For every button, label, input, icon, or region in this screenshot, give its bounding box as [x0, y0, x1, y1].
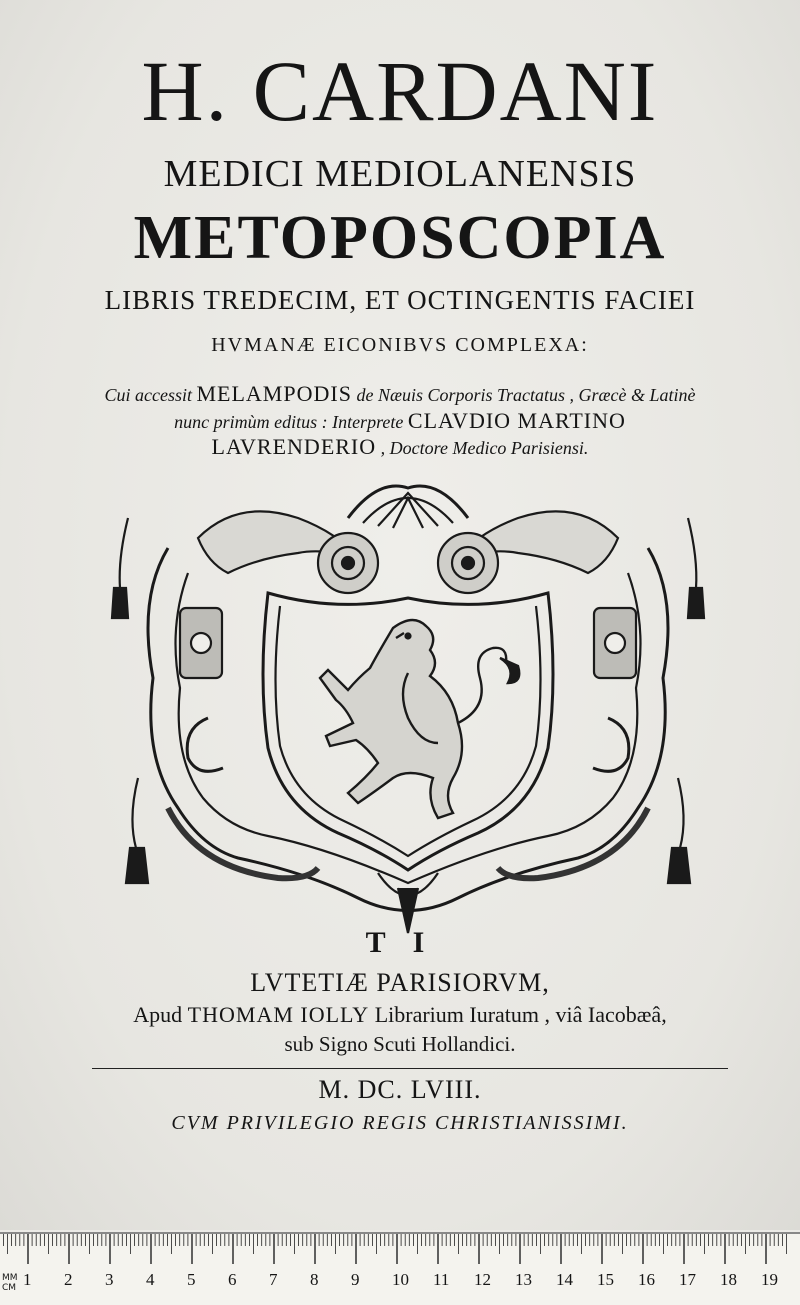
- imprint-sign: sub Signo Scuti Hollandici.: [284, 1032, 516, 1056]
- measuring-ruler: [0, 1232, 800, 1305]
- imprint-year: M. DC. LVIII.: [318, 1075, 482, 1104]
- imprint-publisher: [0, 1002, 800, 1028]
- ruler-number: 16: [638, 1270, 655, 1289]
- note-line-1: [0, 381, 800, 407]
- ruler-number: 4: [146, 1270, 155, 1289]
- description-line-1: LIBRIS TREDECIM, ET OCTINGENTIS FACIEI: [104, 285, 696, 315]
- privilege-line: CVM PRIVILEGIO REGIS CHRISTIANISSIMI.: [171, 1112, 629, 1134]
- ruler-number: 15: [597, 1270, 614, 1289]
- note-line-2: [0, 408, 800, 434]
- ruler-number: 8: [310, 1270, 319, 1289]
- note-line-3: [0, 434, 800, 460]
- ruler-number: 3: [105, 1270, 114, 1289]
- ruler-number: 18: [720, 1270, 737, 1289]
- note-line-3-a: LAVRENDERIO: [211, 434, 377, 459]
- ruler-unit-cm: CM: [2, 1283, 17, 1293]
- ruler-number: 17: [679, 1270, 696, 1289]
- note-line-1-a: Cui accessit: [104, 385, 197, 405]
- ruler-number: 5: [187, 1270, 196, 1289]
- book-title: METOPOSCOPIA: [133, 204, 667, 272]
- note-line-3-b: , Doctore Medico Parisiensi.: [376, 438, 589, 458]
- note-line-1-c: de Næuis Corporis Tractatus , Græcè & Latinè: [351, 385, 696, 405]
- ruler-number: 2: [64, 1270, 73, 1289]
- description-line-2: HVMANÆ EICONIBVS COMPLEXA:: [211, 334, 589, 356]
- imprint-place: LVTETIÆ PARISIORVM,: [250, 968, 550, 997]
- emblem-letters: T I: [365, 926, 435, 959]
- divider-rule: [92, 1068, 728, 1069]
- author-heading: H. CARDANI: [141, 43, 659, 139]
- ruler-unit-mm: MM: [2, 1273, 18, 1283]
- coat-of-arms-emblem: [108, 478, 708, 938]
- publisher-c: Librarium Iuratum , viâ Iacobæâ,: [369, 1002, 667, 1027]
- author-subtitle: MEDICI MEDIOLANENSIS: [163, 153, 637, 195]
- ruler-number: 6: [228, 1270, 237, 1289]
- publisher-a: Apud: [133, 1002, 188, 1027]
- ruler-number: 10: [392, 1270, 409, 1289]
- publisher-b: THOMAM IOLLY: [187, 1002, 370, 1027]
- ruler-number: 19: [761, 1270, 778, 1289]
- note-line-2-b: CLAVDIO MARTINO: [407, 408, 626, 433]
- note-line-1-b: MELAMPODIS: [196, 381, 352, 406]
- ruler-number: 14: [556, 1270, 573, 1289]
- ruler-number: 7: [269, 1270, 278, 1289]
- ruler-number: 13: [515, 1270, 532, 1289]
- ruler-number: 11: [433, 1270, 450, 1289]
- ruler-number: 9: [351, 1270, 360, 1289]
- ruler-number: 1: [23, 1270, 32, 1289]
- ruler-number: 12: [474, 1270, 491, 1289]
- note-line-2-a: nunc primùm editus : Interprete: [174, 412, 408, 432]
